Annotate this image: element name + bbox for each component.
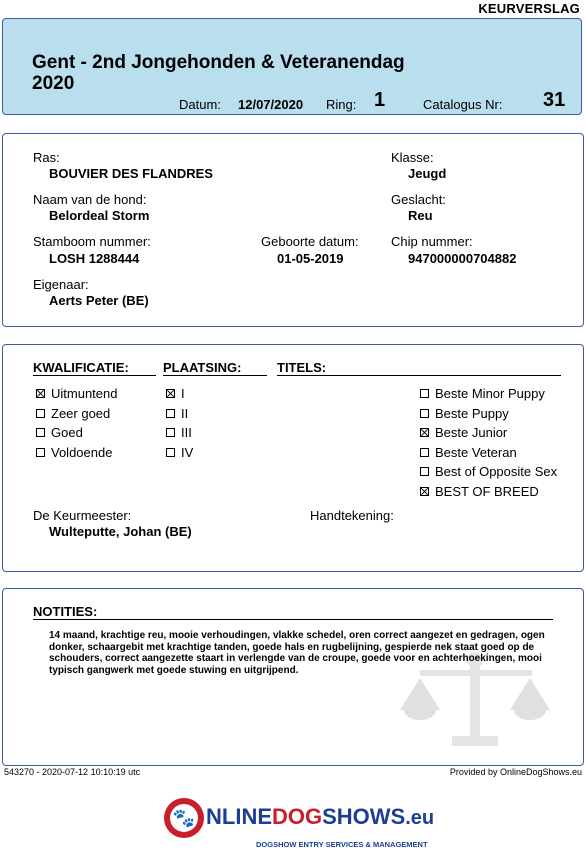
kwalificatie-option[interactable] bbox=[36, 404, 117, 424]
checkbox-checked-icon bbox=[420, 428, 429, 437]
logo-wordmark bbox=[206, 804, 434, 830]
geboorte-label: Geboorte datum: bbox=[261, 234, 359, 249]
paw-circle-icon bbox=[164, 798, 204, 838]
onlinedogshows-logo[interactable] bbox=[164, 796, 435, 850]
geboorte-value: 01-05-2019 bbox=[277, 251, 344, 266]
option-label: BEST OF BREED bbox=[435, 483, 539, 499]
footer-provider: Provided by OnlineDogShows.eu bbox=[449, 767, 582, 777]
plaatsing-list bbox=[166, 384, 193, 462]
option-label: IV bbox=[181, 444, 194, 460]
checkbox-icon bbox=[420, 448, 429, 457]
option-label: I bbox=[181, 386, 185, 402]
option-label: Uitmuntend bbox=[51, 386, 118, 402]
plaatsing-header: PLAATSING: bbox=[163, 360, 267, 376]
option-label: Goed bbox=[51, 425, 83, 441]
checkbox-icon bbox=[36, 409, 45, 418]
stamboom-label: Stamboom nummer: bbox=[33, 234, 151, 249]
titel-option[interactable] bbox=[420, 404, 557, 424]
ras-label: Ras: bbox=[33, 150, 60, 165]
naam-value: Belordeal Storm bbox=[49, 208, 150, 223]
checkbox-icon bbox=[36, 428, 45, 437]
checkbox-icon bbox=[420, 389, 429, 398]
checkbox-icon bbox=[166, 448, 175, 457]
chip-value: 947000000704882 bbox=[408, 251, 517, 266]
logo-part-dog: DOG bbox=[272, 804, 323, 829]
option-label: Zeer goed bbox=[51, 405, 111, 421]
catalogus-label: Catalogus Nr: bbox=[423, 97, 503, 112]
geslacht-label: Geslacht: bbox=[391, 192, 446, 207]
logo-part-online: NLINE bbox=[206, 804, 272, 829]
naam-label: Naam van de hond: bbox=[33, 192, 147, 207]
show-title-line1: Gent - 2nd Jongehonden & Veteranendag bbox=[32, 52, 405, 73]
kwalificatie-option[interactable] bbox=[36, 443, 117, 463]
plaatsing-option[interactable] bbox=[166, 404, 193, 424]
titels-list bbox=[420, 384, 557, 501]
paw-icon: 🐾 bbox=[170, 804, 198, 832]
checkbox-checked-icon bbox=[420, 487, 429, 496]
stamboom-value: LOSH 1288444 bbox=[49, 251, 140, 266]
handtekening-label: Handtekening: bbox=[310, 508, 394, 523]
klasse-value: Jeugd bbox=[408, 166, 447, 181]
checkbox-icon bbox=[166, 409, 175, 418]
kwalificatie-option[interactable] bbox=[36, 384, 117, 404]
option-label: III bbox=[181, 425, 192, 441]
keurmeester-value: Wulteputte, Johan (BE) bbox=[49, 524, 192, 539]
checkbox-checked-icon bbox=[36, 389, 45, 398]
datum-value: 12/07/2020 bbox=[238, 97, 304, 112]
ras-value: BOUVIER DES FLANDRES bbox=[49, 166, 213, 181]
option-label: II bbox=[181, 405, 189, 421]
eigenaar-value: Aerts Peter (BE) bbox=[49, 293, 149, 308]
klasse-label: Klasse: bbox=[391, 150, 434, 165]
kwalificatie-header: KWALIFICATIE: bbox=[33, 360, 156, 376]
option-label: Beste Veteran bbox=[435, 444, 517, 460]
footer-reference: 543270 - 2020-07-12 10:10:19 utc bbox=[4, 767, 141, 777]
plaatsing-option[interactable] bbox=[166, 384, 193, 404]
option-label: Beste Puppy bbox=[435, 405, 509, 421]
chip-label: Chip nummer: bbox=[391, 234, 473, 249]
option-label: Beste Junior bbox=[435, 425, 508, 441]
notes-text: 14 maand, krachtige reu, mooie verhoudingen, vlakke schedel, oren correct aangezet en gedragen, ogen donker, schaargebit met krachtige tanden, goede hals en rugbelijning, gespierde nek staat goed op de schouders, correct aangezette staart in verlengde van de croupe, goede voor en achterhoekingen, mooi typisch gangwerk met goede stuwing en uitgrijpend. bbox=[49, 630, 545, 676]
plaatsing-option[interactable] bbox=[166, 423, 193, 443]
titels-header: TITELS: bbox=[277, 360, 561, 376]
checkbox-checked-icon bbox=[166, 389, 175, 398]
checkbox-icon bbox=[36, 448, 45, 457]
option-label: Best of Opposite Sex bbox=[435, 464, 558, 480]
geslacht-value: Reu bbox=[408, 208, 433, 223]
show-title bbox=[32, 52, 512, 94]
titel-option[interactable] bbox=[420, 423, 557, 443]
catalogus-value: 31 bbox=[543, 89, 566, 111]
notes-header: NOTITIES: bbox=[33, 604, 553, 620]
titel-option[interactable] bbox=[420, 482, 557, 502]
ring-label: Ring: bbox=[326, 97, 357, 112]
document-type-label: KEURVERSLAG bbox=[478, 1, 580, 16]
datum-label: Datum: bbox=[179, 97, 221, 112]
option-label: Voldoende bbox=[51, 444, 113, 460]
plaatsing-option[interactable] bbox=[166, 443, 193, 463]
titel-option[interactable] bbox=[420, 462, 557, 482]
titel-option[interactable] bbox=[420, 443, 557, 463]
logo-part-eu: .eu bbox=[405, 807, 435, 829]
option-label: Beste Minor Puppy bbox=[435, 386, 545, 402]
checkbox-icon bbox=[420, 409, 429, 418]
logo-part-shows: SHOWS bbox=[322, 804, 406, 829]
checkbox-icon bbox=[420, 467, 429, 476]
keurmeester-label: De Keurmeester: bbox=[33, 508, 132, 523]
kwalificatie-list bbox=[36, 384, 117, 462]
ring-value: 1 bbox=[374, 89, 386, 111]
show-title-line2: 2020 bbox=[32, 73, 75, 94]
eigenaar-label: Eigenaar: bbox=[33, 277, 89, 292]
kwalificatie-option[interactable] bbox=[36, 423, 117, 443]
logo-tagline: DOGSHOW ENTRY SERVICES & MANAGEMENT bbox=[256, 840, 428, 849]
checkbox-icon bbox=[166, 428, 175, 437]
titel-option[interactable] bbox=[420, 384, 557, 404]
